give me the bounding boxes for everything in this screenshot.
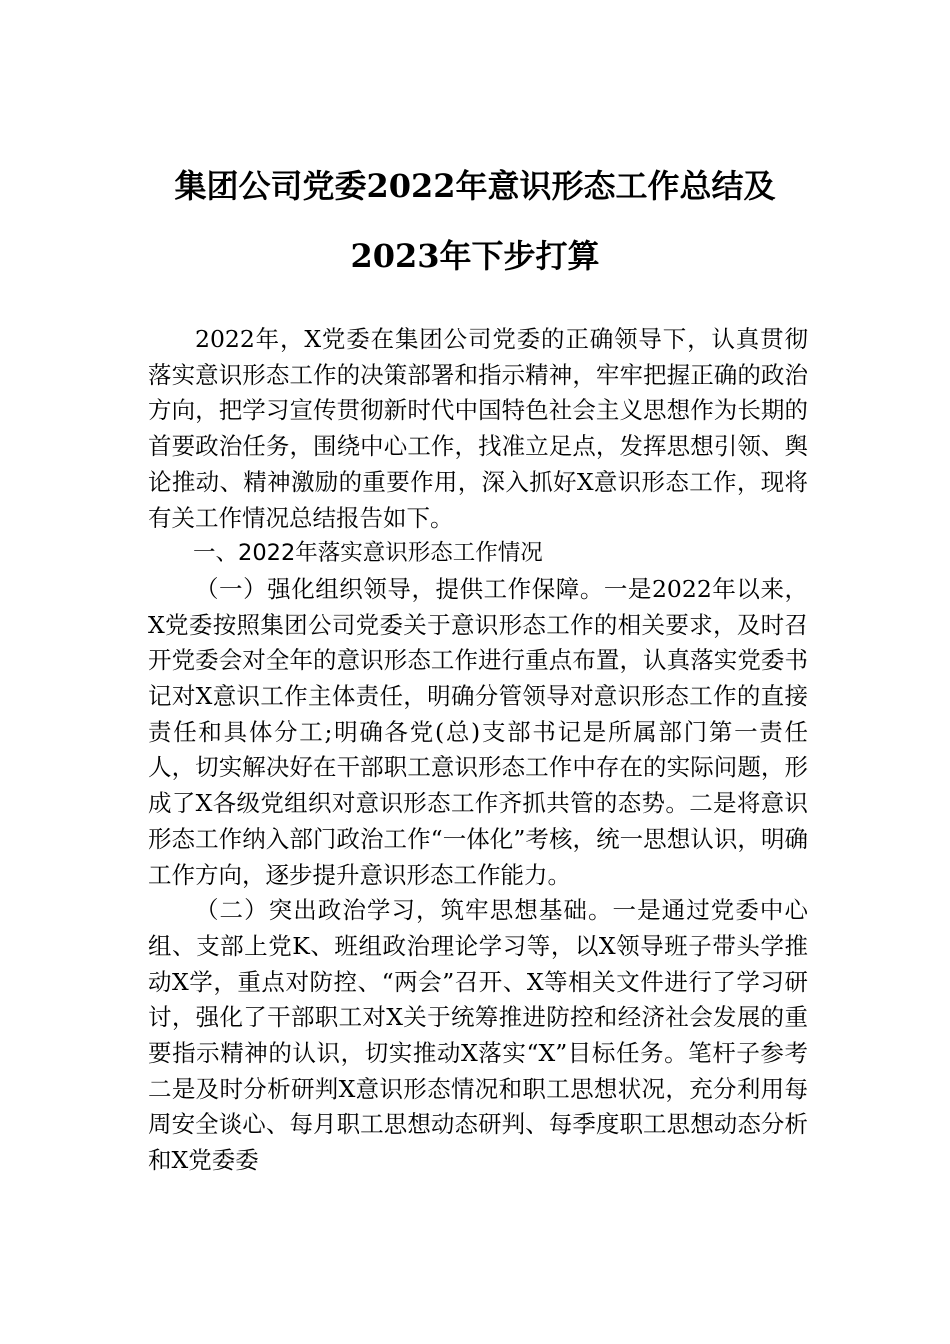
document-body [148, 322, 808, 1179]
section-1-paragraph: （一）强化组织领导，提供工作保障。一是2022年以来，X党委按照集团公司党委关于意识形态工作的相关要求，及时召开党委会对全年的意识形态工作进行重点布置，认真落实党委书记对X意识工作主体责任，明确分管领导对意识形态工作的直接责任和具体分工;明确各党(总)支部书记是所属部门第一责任人，切实解决好在干部职工意识形态工作中存在的实际问题，形成了X各级党组织对意识形态工作齐抓共管的态势。二是将意识形态工作纳入部门政治工作“一体化”考核，统一思想认识，明确工作方向，逐步提升意识形态工作能力。 [148, 574, 808, 889]
intro-paragraph: 2022年，X党委在集团公司党委的正确领导下，认真贯彻落实意识形态工作的决策部署和指示精神，牢牢把握正确的政治方向，把学习宣传贯彻新时代中国特色社会主义思想作为长期的首要政治任务，围绕中心工作，找准立足点，发挥思想引领、舆论推动、精神激励的重要作用，深入抓好X意识形态工作，现将有关工作情况总结报告如下。 [148, 325, 808, 532]
document-title-line-1: 集团公司党委2022年意识形态工作总结及 [174, 167, 776, 205]
section-2-paragraph: （二）突出政治学习，筑牢思想基础。一是通过党委中心组、支部上党K、班组政治理论学习等，以X领导班子带头学推动X学，重点对防控、“两会”召开、X等相关文件进行了学习研讨，强化了干部职工对X关于统筹推进防控和经济社会发展的重要指示精神的认识，切实推动X落实“X”目标任务。笔杆子参考二是及时分析研判X意识形态情况和职工思想状况，充分利用每周安全谈心、每月职工思想动态研判、每季度职工思想动态分析和X党委委 [148, 896, 808, 1175]
document-title-line-2: 2023年下步打算 [350, 237, 600, 275]
section-heading-1: 一、2022年落实意识形态工作情况 [193, 540, 543, 567]
